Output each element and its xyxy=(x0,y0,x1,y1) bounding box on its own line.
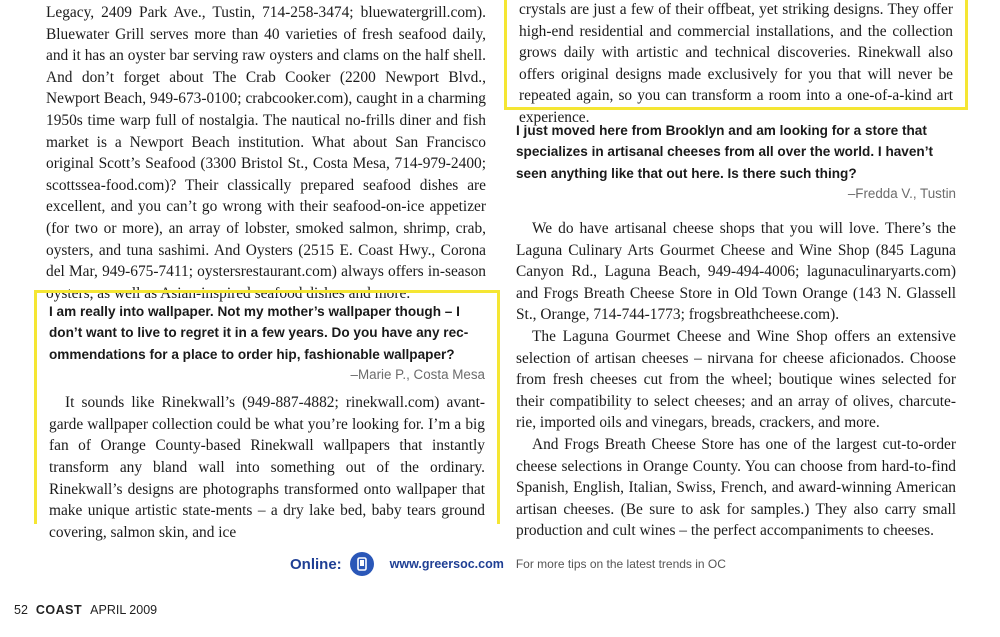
online-strip xyxy=(290,550,726,578)
wallpaper-answer: It sounds like Rinekwall’s (949-887-4882; rinekwall.com) avant-garde wallpaper collection could be what you’re looking for. I’m a big fan of Orange County-based Rinekwall wallpapers that instantly transform any bland wall into something out of the ordinary. Rinekwall’s designs are photographs transformed onto wallpaper that make unique artistic state-ments – a dry lake bed, baby tears ground covering, salmon skin, and ice xyxy=(49,394,485,541)
cheese-answer-p1: We do have artisanal cheese shops that you will love. There’s the Laguna Culinary Arts Gourmet Cheese and Wine Shop (845 Laguna Canyon Rd., Laguna Beach, 949-494-4006; lagunaculinaryarts.com) and Frogs Breath Cheese Store in Old Town Orange (143 N. Glassell St., Orange, 714-744-1773; frogsbreathcheese.com). xyxy=(516,220,956,324)
cheese-question-block xyxy=(516,120,956,201)
magazine-name: COAST xyxy=(35,603,83,617)
website-link[interactable]: www.greersoc.com xyxy=(389,557,504,571)
cheese-attribution: –Fredda V., Tustin xyxy=(847,186,956,202)
wallpaper-continued-box xyxy=(504,0,968,126)
wallpaper-answer-continued: crystals are just a few of their offbeat, yet striking designs. They offer high-end residential and commercial installations, and the collection grows daily with artistic and technical discoveries. Rinekwall also offers original designs made exclusively for you that will never be repeated again, so you can transform a room into a one-of-a-kind art experience. xyxy=(519,1,953,126)
cheese-answer xyxy=(516,218,956,542)
cheese-answer-p2: The Laguna Gourmet Cheese and Wine Shop offers an extensive selection of artisan cheeses – nirvana for cheese aficionados. Choose from fresh cheeses cut from the wheel; boutique wines selected for their compatibility to select cheeses; and an array of olives, charcute-rie, imported oils and vinegars, breads, crackers, and more. xyxy=(516,327,956,432)
online-label: Online: xyxy=(290,555,342,573)
issue-date: APRIL 2009 xyxy=(90,603,158,617)
wallpaper-qa-box xyxy=(34,290,500,541)
device-icon xyxy=(350,552,374,576)
seafood-paragraph: Legacy, 2409 Park Ave., Tustin, 714-258-3474; bluewatergrill.com). Bluewater Grill serves more than 40 varieties of fresh seafood daily, and it has an oyster bar serving raw oysters and clams on the half shell. And don’t forget about The Crab Cooker (2200 Newport Blvd., Newport Beach, 949-673-0100; crabcooker.com), caught in a charming 1950s time warp full of nostalgia. The nautical no-frills diner and fish market is a Newport Beach institution. What about San Francisco original Scott’s Seafood (3300 Bristol St., Costa Mesa, 714-979-2400; scottssea-food.com)? Their classically prepared seafood dishes are excellent, and you can’t go wrong with their seafood-on-ice appetizer (for two or more), an array of lobster, smoked salmon, shrimp, crab, oysters, and tuna sashimi. And Oysters (2515 E. Coast Hwy., Corona del Mar, 949-675-7411; oystersrestaurant.com) always offers in-season oysters, as well as Asian-inspired seafood dishes and more. xyxy=(46,4,486,302)
page-footer xyxy=(14,603,157,617)
cheese-answer-p3: And Frogs Breath Cheese Store has one of the largest cut-to-order cheese selections in Orange County. You can choose from hard-to-find Spanish, English, Italian, Swiss, French, and award-winning American artisan cheeses. (Be sure to ask for samples.) They also carry small production and cult wines – the perfect accompaniments to cheeses. xyxy=(516,435,956,540)
page-number: 52 xyxy=(14,603,28,617)
left-column-text xyxy=(46,2,486,304)
online-tip: For more tips on the latest trends in OC xyxy=(515,557,726,571)
wallpaper-question: I am really into wallpaper. Not my mother’s wallpaper though – I don’t want to live to regret it in a few years. Do you have any rec-ommendations for a place to order hip, fashionable wallpaper? xyxy=(49,304,469,362)
cheese-question: I just moved here from Brooklyn and am looking for a store that specializes in artisanal cheeses from all over the world. I haven’t seen anything like that out here. Is there such thing? xyxy=(516,123,934,181)
wallpaper-attribution: –Marie P., Costa Mesa xyxy=(350,367,485,383)
